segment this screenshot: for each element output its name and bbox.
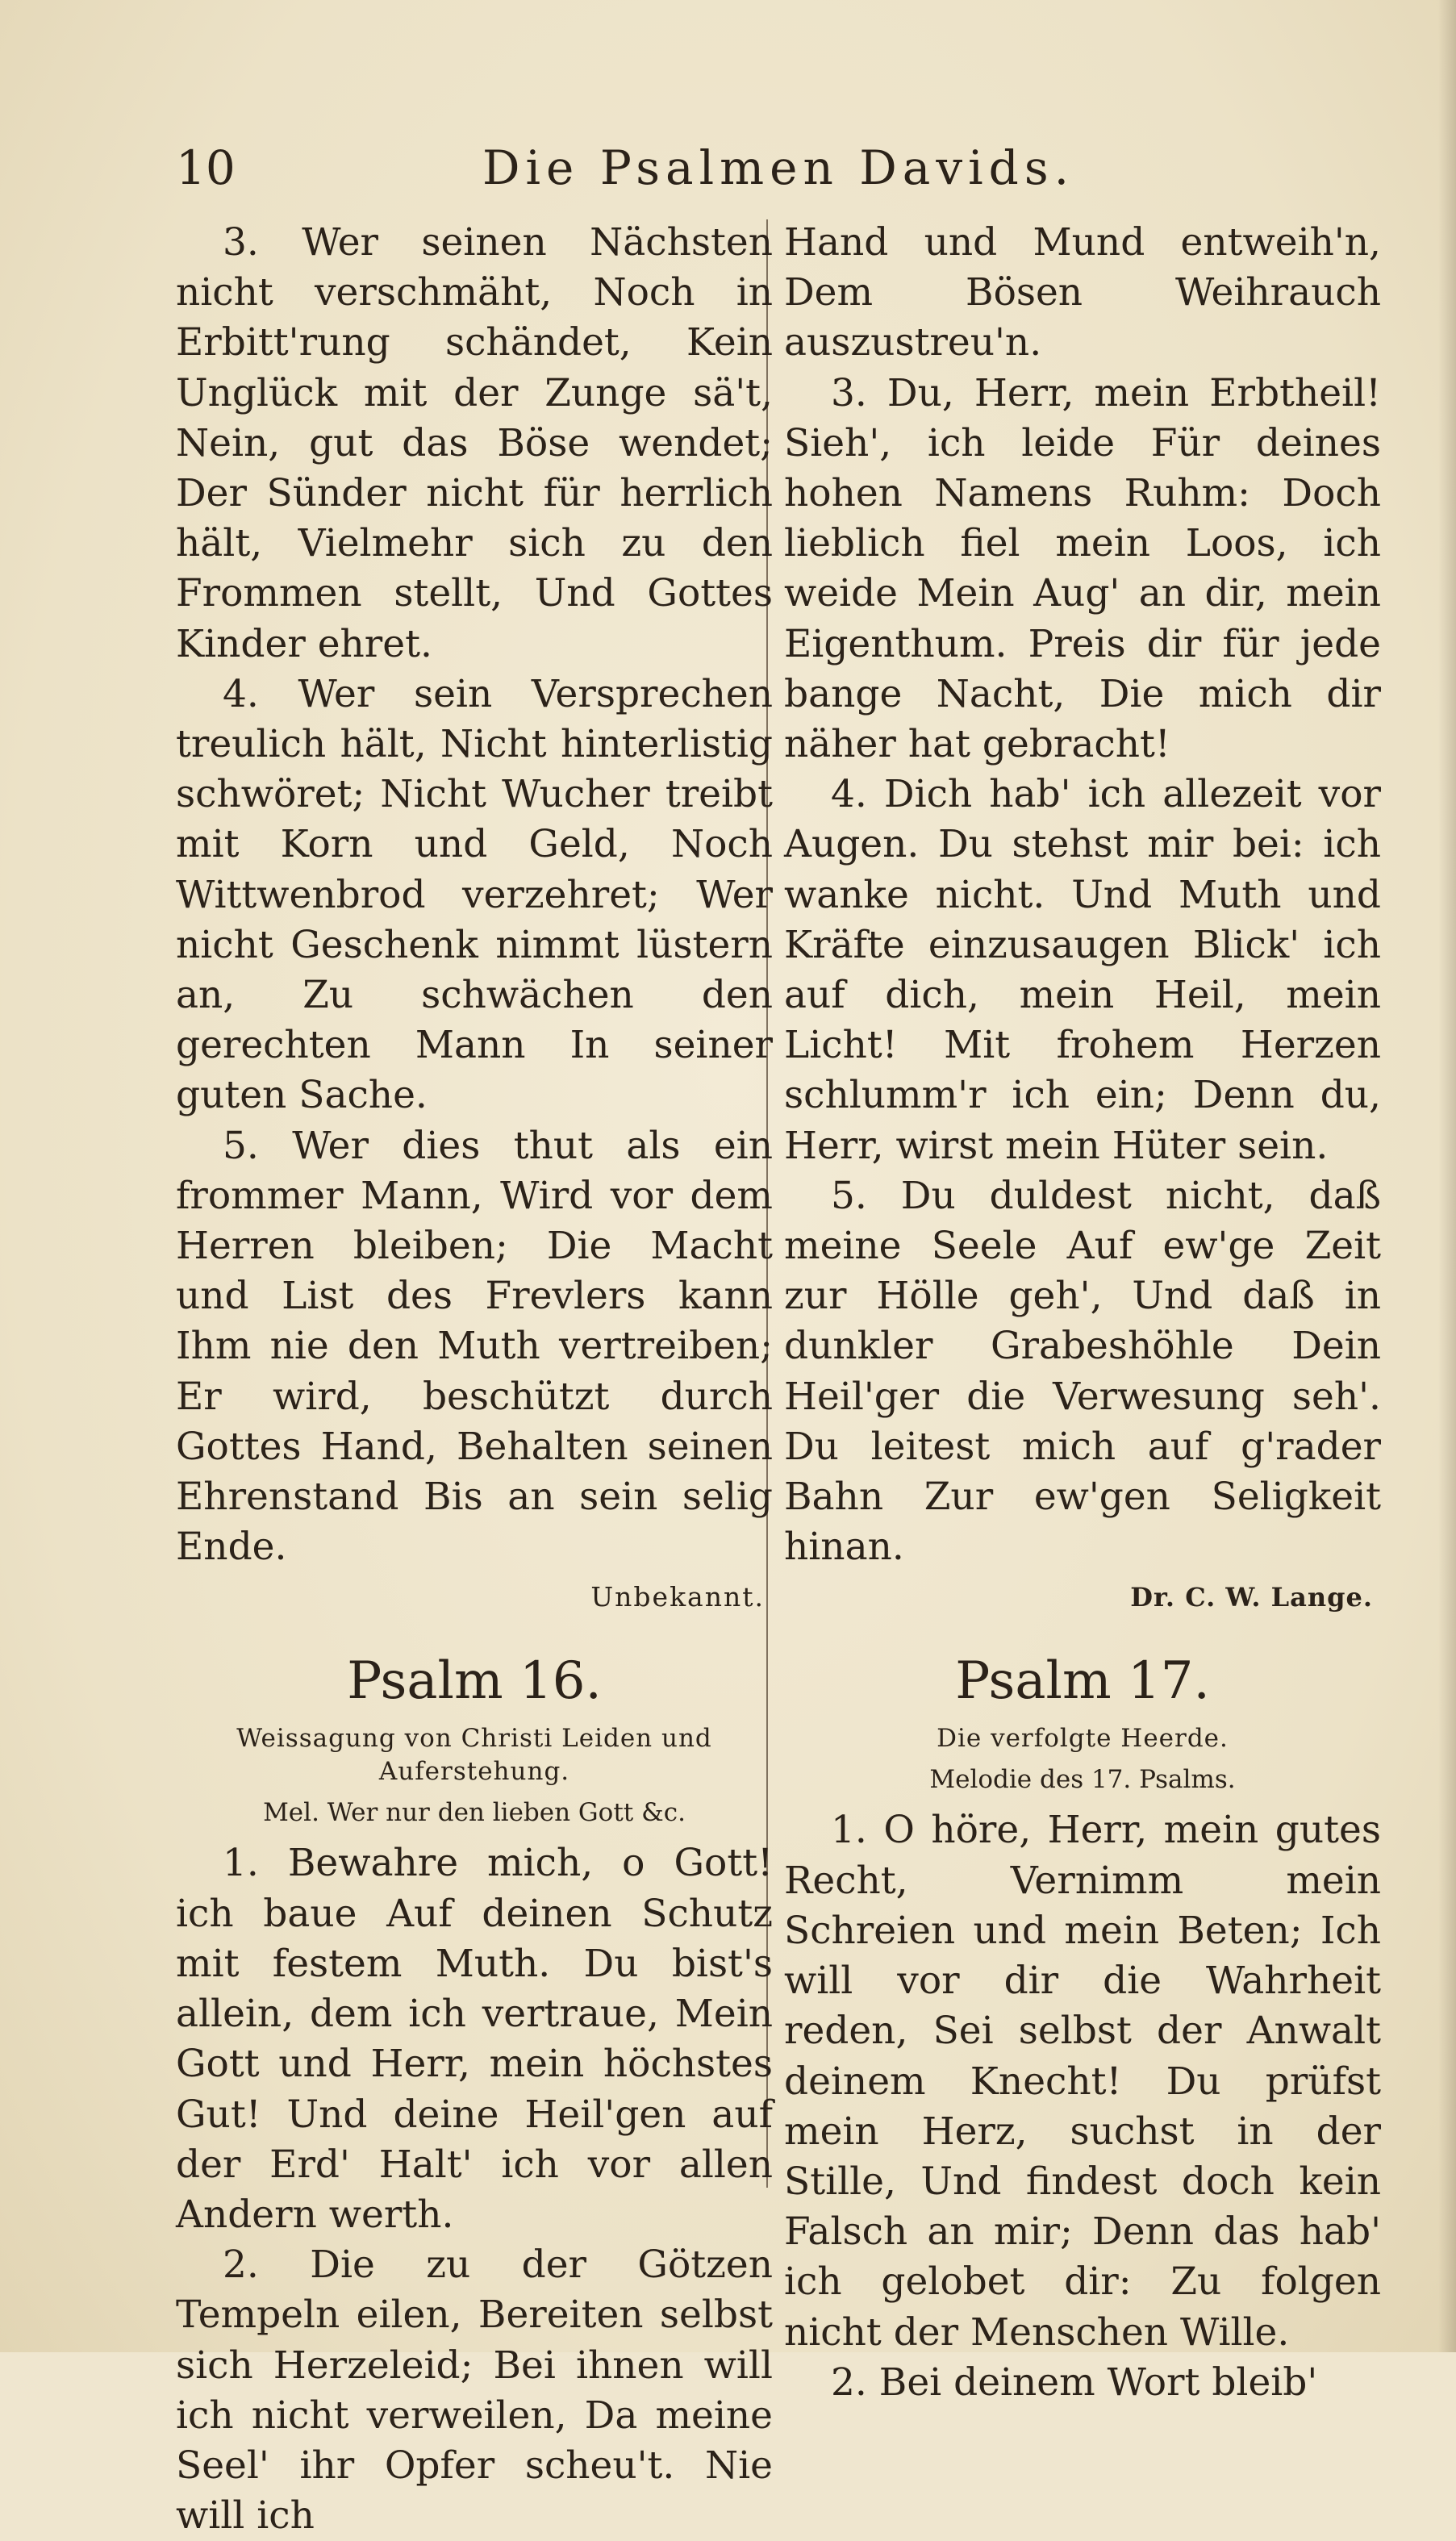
verse-16-1: 1. Bewahre mich, o Gott! ich baue Auf deinen Schutz mit festem Muth. Du bist's allein, dem ich vertraue, Mein Gott und Herr, mein höchstes Gut! Und deine Heil'gen auf der Erd' Halt' ich vor allen Andern werth. — [176, 1841, 773, 2237]
verse-15-5: 5. Wer dies thut als ein frommer Mann, Wird vor dem Herren bleiben; Die Macht und List des Frevlers kann Ihm nie den Muth vertreiben; Er wird, beschützt durch Gottes Hand, Behalten seinen Ehrenstand Bis an sein selig Ende. — [176, 1123, 773, 1570]
verse-17-2: 2. Bei deinem Wort bleib' — [831, 2360, 1318, 2405]
author-attribution: Dr. C. W. Lange. — [1130, 1582, 1373, 1613]
verse-16-2-continued: Hand und Mund entweih'n, Dem Bösen Weihrauch auszustreu'n. — [784, 220, 1381, 365]
verse-16-3: 3. Du, Herr, mein Erbtheil! Sieh', ich leide Für deines hohen Namens Ruhm: Doch lieblich fiel mein Loos, ich weide Mein Aug' an dir, mein Eigenthum. Preis dir für jede bange Nacht, Die mich dir näher hat gebracht! — [784, 370, 1381, 767]
running-title: Die Psalmen Davids. — [482, 140, 1075, 195]
psalm-17-melody: Melodie des 17. Psalms. — [929, 1765, 1236, 1795]
verse-16-2: 2. Die zu der Götzen Tempeln eilen, Bereiten selbst sich Herzeleid; Bei ihnen will ich nicht verweilen, Da meine Seel' ihr Opfer scheu't. Nie will ich — [176, 2243, 773, 2539]
psalm-17-subtitle: Die verfolgte Heerde. — [937, 1724, 1229, 1754]
right-column — [784, 218, 1381, 2408]
page-number: 10 — [176, 140, 236, 195]
psalm-16-subtitle: Weissagung von Christi Leiden und Auferstehung. — [236, 1724, 712, 1787]
page-edge-shadow — [1438, 0, 1456, 2352]
psalm-16-melody: Mel. Wer nur den lieben Gott &c. — [263, 1798, 686, 1828]
verse-16-4: 4. Dich hab' ich allezeit vor Augen. Du stehst mir bei: ich wanke nicht. Und Muth und Kräfte einzusaugen Blick' ich auf dich, mein Heil, mein Licht! Mit frohem Herzen schlumm'r ich ein; Denn du, Herr, wirst mein Hüter sein. — [784, 772, 1381, 1168]
verse-16-5: 5. Du duldest nicht, daß meine Seele Auf ew'ge Zeit zur Hölle geh', Und daß in dunkler Grabeshöhle Dein Heil'ger die Verwesung seh'. Du leitest mich auf g'rader Bahn Zur ew'gen Seligkeit hinan. — [784, 1173, 1381, 1570]
psalm-17-title: Psalm 17. — [955, 1651, 1210, 1712]
author-attribution: Unbekannt. — [590, 1581, 765, 1613]
verse-17-1: 1. O höre, Herr, mein gutes Recht, Vernimm mein Schreien und mein Beten; Ich will vor dir die Wahrheit reden, Sei selbst der Anwalt deinem Knecht! Du prüfst mein Herz, suchst in der Stille, Und findest doch kein Falsch an mir; Denn das hab' ich gelobet dir: Zu folgen nicht der Menschen Wille. — [784, 1808, 1381, 2355]
psalm-16-title: Psalm 16. — [347, 1651, 602, 1712]
verse-15-3: 3. Wer seinen Nächsten nicht verschmäht, Noch in Erbitt'rung schändet, Kein Unglück mit der Zunge sä't, Nein, gut das Böse wendet; Der Sünder nicht für herrlich hält, Vielmehr sich zu den Frommen stellt, Und Gottes Kinder ehret. — [176, 220, 773, 666]
verse-15-4: 4. Wer sein Versprechen treulich hält, Nicht hinterlistig schwöret; Nicht Wucher treibt mit Korn und Geld, Noch Wittwenbrod verzehret; Wer nicht Geschenk nimmt lüstern an, Zu schwächen den gerechten Mann In seiner guten Sache. — [176, 671, 773, 1118]
page-header — [176, 136, 1370, 200]
left-column — [176, 218, 773, 2541]
